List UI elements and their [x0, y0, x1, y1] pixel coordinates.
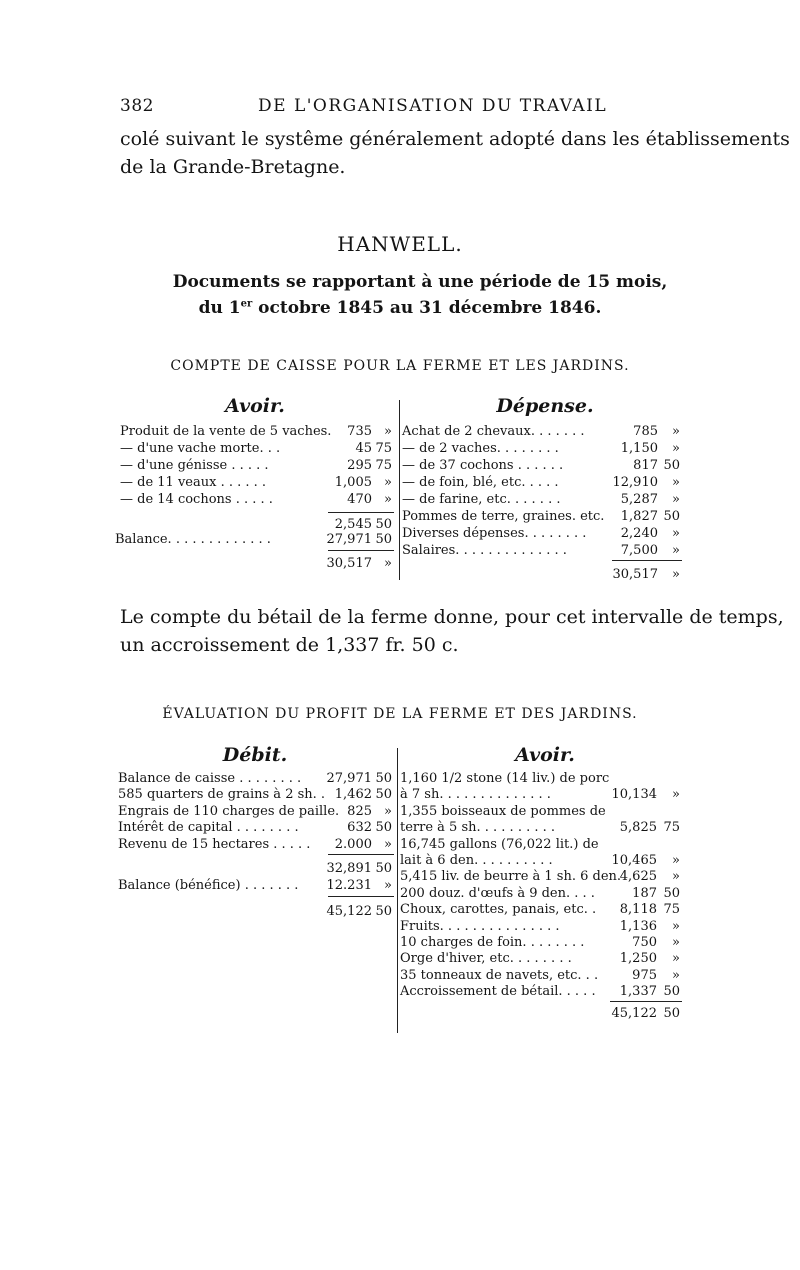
entry-amount: 5,287	[620, 492, 658, 507]
entry-label: Balance de caisse . . . . . . . .	[118, 771, 302, 786]
ledger-row	[402, 491, 680, 508]
entry-cents: »	[672, 492, 680, 507]
entry-cents: 50	[663, 885, 680, 901]
entry-amount: 2,545	[334, 517, 372, 532]
intro-line-1: colé suivant le systême généralement adopté dans les établissements	[120, 128, 790, 150]
entry-cents: 50	[375, 787, 392, 803]
entry-label: Accroissement de bétail. . . . .	[400, 984, 596, 1000]
entry-amount: 30,517	[612, 567, 658, 582]
entry-amount: 785	[633, 424, 658, 439]
entry-label: — de 37 cochons . . . . . .	[402, 458, 564, 473]
subtotal-row	[118, 860, 392, 877]
entry-label: Orge d'hiver, etc. . . . . . . .	[400, 951, 572, 967]
ledger-row	[118, 836, 392, 853]
ledger-row	[400, 786, 680, 803]
entry-label: Engrais de 110 charges de paille.	[118, 803, 340, 819]
entry-cents: »	[672, 526, 680, 541]
entry-cents: 50	[375, 771, 392, 786]
entry-amount: 1,337	[619, 984, 657, 1000]
ledger-row	[400, 836, 680, 853]
entry-cents: 50	[375, 820, 392, 836]
documents-line-2: du 1er octobre 1845 au 31 décembre 1846.	[198, 298, 602, 318]
entry-amount: 45,122	[611, 1006, 657, 1021]
entry-amount: 10,134	[611, 787, 657, 803]
entry-cents: 50	[375, 532, 392, 547]
entry-label: Intérêt de capital . . . . . . . .	[118, 820, 299, 836]
entry-label: lait à 6 den. . . . . . . . . .	[400, 853, 553, 868]
entry-amount: 45,122	[326, 904, 372, 919]
entry-label: 1,355 boisseaux de pommes de	[400, 803, 606, 819]
ledger-row	[402, 542, 680, 559]
entry-amount: 1,462	[334, 787, 372, 803]
cash-depense-heading: Dépense.	[496, 395, 594, 417]
profit-column-divider	[397, 748, 398, 1033]
entry-cents: 75	[375, 441, 392, 456]
ledger-row	[120, 457, 392, 474]
ledger-row	[118, 786, 392, 803]
entry-cents: »	[672, 967, 680, 983]
entry-cents: »	[672, 567, 680, 582]
entry-label: — d'une vache morte. . .	[120, 441, 281, 456]
total-rule	[328, 896, 394, 897]
total-row	[402, 566, 680, 583]
paragraph-line-2: un accroissement de 1,337 fr. 50 c.	[120, 634, 459, 656]
entry-cents: »	[672, 853, 680, 868]
entry-label: Pommes de terre, graines. etc.	[402, 509, 605, 524]
ledger-row	[118, 770, 392, 787]
ledger-row	[402, 525, 680, 542]
entry-amount: 45	[355, 441, 372, 456]
entry-cents: »	[672, 475, 680, 490]
ledger-row	[400, 950, 680, 967]
documents-line-1: Documents se rapportant à une période de 15 mois,	[172, 272, 668, 292]
ledger-row	[402, 474, 680, 491]
entry-label: Produit de la vente de 5 vaches.	[120, 424, 332, 439]
entry-amount: 10,465	[611, 853, 657, 868]
entry-label: Balance (bénéfice) . . . . . . .	[118, 878, 299, 893]
entry-amount: 750	[632, 935, 657, 950]
entry-amount: 975	[632, 967, 657, 983]
entry-amount: 5,825	[619, 820, 657, 836]
entry-label: — de foin, blé, etc. . . . .	[402, 475, 559, 490]
total-row	[118, 903, 392, 920]
entry-amount: 817	[633, 458, 658, 473]
entry-cents: »	[672, 543, 680, 558]
entry-cents: 75	[375, 458, 392, 473]
entry-cents: »	[384, 836, 392, 852]
entry-label: 16,745 gallons (76,022 lit.) de	[400, 836, 599, 852]
section-heading-hanwell: HANWELL.	[337, 232, 463, 256]
entry-cents: »	[384, 492, 392, 507]
entry-amount: 1,827	[620, 509, 658, 524]
entry-amount: 825	[347, 803, 372, 819]
ledger-row	[118, 819, 392, 836]
balance-row	[115, 531, 392, 548]
profit-debit-heading: Débit.	[222, 744, 288, 766]
entry-amount: 2.000	[334, 836, 372, 852]
total-row	[400, 1005, 680, 1022]
ledger-row	[118, 803, 392, 820]
ledger-row	[400, 868, 680, 885]
entry-label: 585 quarters de grains à 2 sh. .	[118, 787, 326, 803]
ledger-row	[400, 819, 680, 836]
entry-cents: »	[672, 787, 680, 803]
total-rule	[610, 1001, 682, 1002]
entry-amount: 8,118	[619, 902, 657, 918]
entry-amount: 1,136	[619, 918, 657, 934]
entry-label: — de farine, etc. . . . . . .	[402, 492, 561, 507]
entry-label: 200 douz. d'œufs à 9 den. . . .	[400, 885, 595, 901]
entry-amount: 30,517	[326, 556, 372, 571]
entry-cents: »	[384, 424, 392, 439]
entry-cents: 75	[663, 902, 680, 918]
ledger-row	[400, 918, 680, 935]
cash-column-divider	[399, 400, 400, 580]
entry-amount: 27,971	[326, 532, 372, 547]
entry-cents: »	[672, 869, 680, 885]
entry-cents: 50	[663, 509, 680, 524]
entry-amount: 735	[347, 424, 372, 439]
entry-amount: 295	[347, 458, 372, 473]
running-title: DE L'ORGANISATION DU TRAVAIL	[258, 96, 608, 116]
entry-cents: »	[672, 424, 680, 439]
cash-account-title: COMPTE DE CAISSE POUR LA FERME ET LES JARDINS.	[170, 358, 630, 374]
entry-label: — d'une génisse . . . . .	[120, 458, 269, 473]
entry-label: Salaires. . . . . . . . . . . . . .	[402, 543, 567, 558]
subtotal-rule	[328, 854, 394, 855]
entry-label: Revenu de 15 hectares . . . . .	[118, 836, 311, 852]
entry-amount: 32,891	[326, 861, 372, 876]
entry-cents: »	[672, 918, 680, 934]
entry-label: 10 charges de foin. . . . . . . .	[400, 935, 585, 950]
entry-label: Balance. . . . . . . . . . . . .	[115, 532, 271, 547]
entry-amount: 632	[347, 820, 372, 836]
entry-amount: 470	[347, 492, 372, 507]
profit-evaluation-title: ÉVALUATION DU PROFIT DE LA FERME ET DES JARDINS.	[162, 706, 638, 722]
ledger-row	[400, 983, 680, 1000]
ledger-row	[400, 770, 680, 787]
ledger-row	[402, 440, 680, 457]
ledger-row	[402, 457, 680, 474]
cash-avoir-heading: Avoir.	[225, 395, 285, 417]
ledger-row	[400, 803, 680, 820]
entry-cents: 50	[375, 861, 392, 876]
entry-label: 5,415 liv. de beurre à 1 sh. 6 den.	[400, 869, 622, 885]
entry-cents: »	[384, 878, 392, 893]
ledger-row	[402, 508, 680, 525]
entry-label: Achat de 2 chevaux. . . . . . .	[402, 424, 585, 439]
entry-amount: 7,500	[620, 543, 658, 558]
entry-label: à 7 sh. . . . . . . . . . . . . .	[400, 787, 551, 803]
entry-cents: »	[672, 951, 680, 967]
entry-amount: 2,240	[620, 526, 658, 541]
entry-cents: 50	[375, 904, 392, 919]
entry-amount: 1,005	[334, 475, 372, 490]
ledger-row	[120, 440, 392, 457]
ledger-row	[400, 852, 680, 869]
running-header	[120, 96, 608, 116]
page-number: 382	[120, 96, 154, 116]
ledger-row	[400, 901, 680, 918]
entry-cents: »	[384, 475, 392, 490]
total-row	[120, 555, 392, 572]
entry-cents: »	[672, 935, 680, 950]
ledger-row	[400, 934, 680, 951]
entry-amount: 12,910	[612, 475, 658, 490]
entry-label: terre à 5 sh. . . . . . . . . .	[400, 820, 556, 836]
subtotal-rule	[328, 512, 394, 513]
entry-label: Diverses dépenses. . . . . . . .	[402, 526, 587, 541]
entry-label: 35 tonneaux de navets, etc. . .	[400, 967, 599, 983]
entry-amount: 12.231	[326, 878, 372, 893]
total-rule	[612, 560, 682, 561]
entry-cents: 50	[375, 517, 392, 532]
entry-amount: 1,250	[619, 951, 657, 967]
paragraph-line-1: Le compte du bétail de la ferme donne, pour cet intervalle de temps,	[120, 606, 784, 628]
entry-label: — de 11 veaux . . . . . .	[120, 475, 267, 490]
entry-cents: 50	[663, 458, 680, 473]
profit-avoir-heading: Avoir.	[515, 744, 575, 766]
entry-label: Choux, carottes, panais, etc. .	[400, 902, 597, 918]
ledger-row	[120, 491, 392, 508]
entry-cents: »	[384, 803, 392, 819]
entry-cents: »	[384, 556, 392, 571]
entry-cents: 50	[663, 984, 680, 1000]
total-rule	[328, 550, 394, 551]
intro-line-2: de la Grande-Bretagne.	[120, 156, 346, 178]
entry-label: — de 14 cochons . . . . .	[120, 492, 273, 507]
ledger-row	[120, 474, 392, 491]
entry-label: — de 2 vaches. . . . . . . .	[402, 441, 559, 456]
entry-amount: 1,150	[620, 441, 658, 456]
ledger-row	[400, 967, 680, 984]
entry-label: 1,160 1/2 stone (14 liv.) de porc	[400, 771, 610, 786]
entry-cents: »	[672, 441, 680, 456]
entry-cents: 50	[663, 1006, 680, 1021]
balance-row	[118, 877, 392, 894]
ledger-row	[400, 885, 680, 902]
entry-cents: 75	[663, 820, 680, 836]
ledger-row	[402, 423, 680, 440]
entry-label: Fruits. . . . . . . . . . . . . . .	[400, 918, 560, 934]
entry-amount: 4,625	[619, 869, 657, 885]
ledger-row	[120, 423, 392, 440]
entry-amount: 27,971	[326, 771, 372, 786]
entry-amount: 187	[632, 885, 657, 901]
